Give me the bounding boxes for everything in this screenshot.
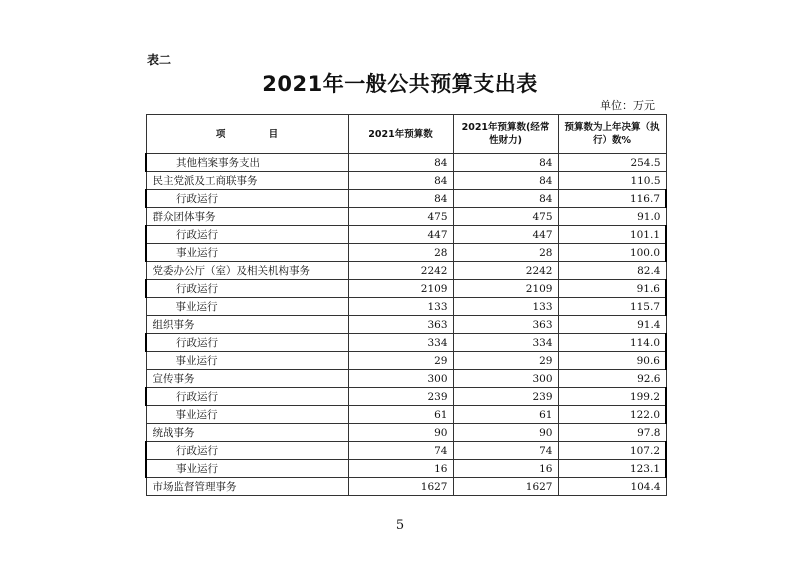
row-regular: 84 xyxy=(453,172,558,190)
row-ratio: 104.4 xyxy=(558,478,666,496)
row-ratio: 254.5 xyxy=(558,154,666,172)
row-ratio: 101.1 xyxy=(558,226,666,244)
row-budget: 29 xyxy=(348,352,453,370)
header-item: 项 目 xyxy=(146,115,348,154)
row-ratio: 115.7 xyxy=(558,298,666,316)
row-label: 事业运行 xyxy=(146,298,348,316)
row-regular: 90 xyxy=(453,424,558,442)
row-label: 民主党派及工商联事务 xyxy=(146,172,348,190)
row-regular: 2242 xyxy=(453,262,558,280)
table-row xyxy=(146,154,666,172)
row-regular: 133 xyxy=(453,298,558,316)
row-budget: 84 xyxy=(348,154,453,172)
row-ratio: 199.2 xyxy=(558,388,666,406)
row-ratio: 107.2 xyxy=(558,442,666,460)
row-label: 事业运行 xyxy=(146,406,348,424)
row-label: 事业运行 xyxy=(146,244,348,262)
table-row xyxy=(146,406,666,424)
row-regular: 300 xyxy=(453,370,558,388)
row-label: 其他档案事务支出 xyxy=(146,154,348,172)
table-row xyxy=(146,370,666,388)
row-budget: 74 xyxy=(348,442,453,460)
row-regular: 1627 xyxy=(453,478,558,496)
row-ratio: 122.0 xyxy=(558,406,666,424)
row-budget: 90 xyxy=(348,424,453,442)
row-budget: 363 xyxy=(348,316,453,334)
row-budget: 300 xyxy=(348,370,453,388)
table-row xyxy=(146,244,666,262)
row-regular: 28 xyxy=(453,244,558,262)
row-ratio: 82.4 xyxy=(558,262,666,280)
row-regular: 74 xyxy=(453,442,558,460)
row-regular: 61 xyxy=(453,406,558,424)
row-regular: 84 xyxy=(453,154,558,172)
table-row xyxy=(146,190,666,208)
row-ratio: 100.0 xyxy=(558,244,666,262)
row-label: 行政运行 xyxy=(146,388,348,406)
row-budget: 133 xyxy=(348,298,453,316)
row-ratio: 123.1 xyxy=(558,460,666,478)
row-ratio: 91.4 xyxy=(558,316,666,334)
row-ratio: 110.5 xyxy=(558,172,666,190)
row-ratio: 90.6 xyxy=(558,352,666,370)
row-regular: 475 xyxy=(453,208,558,226)
row-regular: 334 xyxy=(453,334,558,352)
row-ratio: 116.7 xyxy=(558,190,666,208)
row-budget: 84 xyxy=(348,190,453,208)
table-row xyxy=(146,280,666,298)
header-ratio: 预算数为上年决算（执行）数% xyxy=(558,115,666,154)
row-budget: 2242 xyxy=(348,262,453,280)
table-row xyxy=(146,172,666,190)
header-budget: 2021年预算数 xyxy=(348,115,453,154)
row-label: 事业运行 xyxy=(146,352,348,370)
table-row xyxy=(146,424,666,442)
row-budget: 334 xyxy=(348,334,453,352)
row-budget: 61 xyxy=(348,406,453,424)
table-row xyxy=(146,442,666,460)
row-label: 行政运行 xyxy=(146,334,348,352)
row-label: 市场监督管理事务 xyxy=(146,478,348,496)
row-label: 行政运行 xyxy=(146,442,348,460)
table-row xyxy=(146,208,666,226)
row-ratio: 114.0 xyxy=(558,334,666,352)
row-label: 事业运行 xyxy=(146,460,348,478)
row-ratio: 91.6 xyxy=(558,280,666,298)
table-row xyxy=(146,388,666,406)
row-regular: 16 xyxy=(453,460,558,478)
document-title: 2021年一般公共预算支出表 xyxy=(262,72,538,96)
table-row xyxy=(146,334,666,352)
row-label: 统战事务 xyxy=(146,424,348,442)
row-ratio: 91.0 xyxy=(558,208,666,226)
row-label: 群众团体事务 xyxy=(146,208,348,226)
row-label: 行政运行 xyxy=(146,226,348,244)
row-ratio: 92.6 xyxy=(558,370,666,388)
table-row xyxy=(146,226,666,244)
row-budget: 447 xyxy=(348,226,453,244)
row-budget: 2109 xyxy=(348,280,453,298)
row-regular: 239 xyxy=(453,388,558,406)
table-header-row xyxy=(146,115,666,154)
row-budget: 16 xyxy=(348,460,453,478)
row-label: 宣传事务 xyxy=(146,370,348,388)
page-number: 5 xyxy=(395,518,405,533)
row-label: 党委办公厅（室）及相关机构事务 xyxy=(146,262,348,280)
table-label: 表二 xyxy=(147,53,172,67)
table-row xyxy=(146,478,666,496)
row-budget: 1627 xyxy=(348,478,453,496)
table-row xyxy=(146,298,666,316)
row-regular: 29 xyxy=(453,352,558,370)
row-regular: 447 xyxy=(453,226,558,244)
row-budget: 28 xyxy=(348,244,453,262)
table-row xyxy=(146,460,666,478)
row-label: 组织事务 xyxy=(146,316,348,334)
row-label: 行政运行 xyxy=(146,280,348,298)
table-row xyxy=(146,262,666,280)
row-budget: 475 xyxy=(348,208,453,226)
table-row xyxy=(146,352,666,370)
row-budget: 239 xyxy=(348,388,453,406)
unit-label: 单位：万元 xyxy=(600,99,655,112)
header-regular-budget: 2021年预算数(经常性财力) xyxy=(453,115,558,154)
row-ratio: 97.8 xyxy=(558,424,666,442)
row-label: 行政运行 xyxy=(146,190,348,208)
row-budget: 84 xyxy=(348,172,453,190)
row-regular: 2109 xyxy=(453,280,558,298)
budget-table xyxy=(145,114,667,496)
row-regular: 84 xyxy=(453,190,558,208)
row-regular: 363 xyxy=(453,316,558,334)
table-row xyxy=(146,316,666,334)
